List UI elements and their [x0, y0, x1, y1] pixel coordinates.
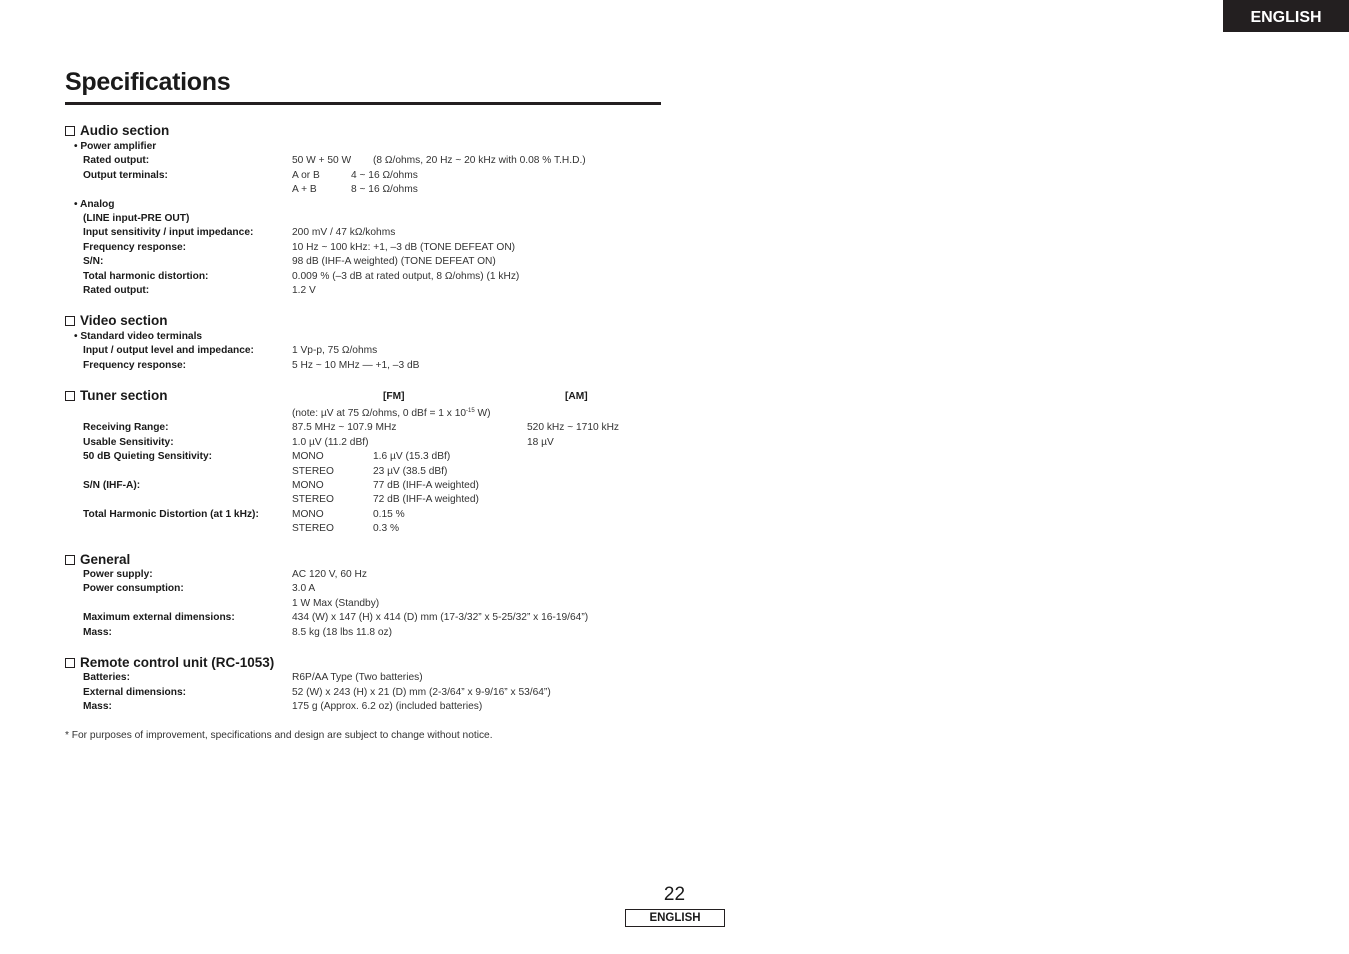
thd-label: Total Harmonic Distortion (at 1 kHz): — [83, 509, 259, 520]
spec-label: Frequency response: — [83, 242, 187, 253]
footnote: * For purposes of improvement, specifications and design are subject to change without notice. — [65, 730, 493, 741]
receiving-range-fm: 87.5 MHz ~ 107.9 MHz — [292, 422, 397, 433]
power-amplifier-subheading: • Power amplifier — [74, 141, 157, 152]
general-section-heading: General — [65, 552, 130, 567]
remote-section-heading: Remote control unit (RC-1053) — [65, 655, 274, 670]
usable-sensitivity-label: Usable Sensitivity: — [83, 437, 174, 448]
mode-value: 77 dB (IHF-A weighted) — [373, 480, 479, 491]
usable-sensitivity-am: 18 µV — [527, 437, 554, 448]
spec-label: Total harmonic distortion: — [83, 271, 209, 282]
spec-label: Maximum external dimensions: — [83, 612, 235, 623]
spec-value: R6P/AA Type (Two batteries) — [292, 672, 423, 683]
tuner-section-heading: Tuner section — [65, 388, 168, 403]
output-terminals-label: Output terminals: — [83, 170, 168, 181]
spec-value: 52 (W) x 243 (H) x 21 (D) mm (2-3/64” x 9-9/16” x 53/64”) — [292, 687, 551, 698]
page-title: Specifications — [65, 68, 231, 96]
am-column-header: [AM] — [565, 391, 588, 402]
audio-section-heading: Audio section — [65, 123, 169, 138]
terminal-name: A + B — [292, 184, 317, 195]
mode-value: 23 µV (38.5 dBf) — [373, 466, 448, 477]
spec-value: 434 (W) x 147 (H) x 414 (D) mm (17-3/32” x 5-25/32” x 16-19/64”) — [292, 612, 589, 623]
mode-value: 0.3 % — [373, 523, 400, 534]
mode-value: 1.6 µV (15.3 dBf) — [373, 451, 451, 462]
spec-value: 98 dB (IHF-A weighted) (TONE DEFEAT ON) — [292, 256, 496, 267]
spec-label: S/N: — [83, 256, 104, 267]
terminal-value: 8 ~ 16 Ω/ohms — [351, 184, 418, 195]
mode-value: 72 dB (IHF-A weighted) — [373, 494, 479, 505]
tuner-note: (note: µV at 75 Ω/ohms, 0 dBf = 1 x $10^{-15}$ W) — [292, 408, 491, 419]
spec-value: 3.0 A — [292, 583, 316, 594]
spec-value: 1.2 V — [292, 285, 316, 296]
spec-label: Mass: — [83, 627, 112, 638]
spec-value: 1 W Max (Standby) — [292, 598, 380, 609]
spec-value: 8.5 kg (18 lbs 11.8 oz) — [292, 627, 393, 638]
terminal-value: 4 ~ 16 Ω/ohms — [351, 170, 418, 181]
checkbox-bullet-icon — [65, 126, 75, 136]
spec-label: Input / output level and impedance: — [83, 345, 254, 356]
mode-label: STEREO — [292, 466, 334, 477]
mode-label: MONO — [292, 509, 324, 520]
spec-value: 175 g (Approx. 6.2 oz) (included batteries) — [292, 701, 483, 712]
usable-sensitivity-fm: 1.0 µV (11.2 dBf) — [292, 437, 369, 448]
spec-value: 5 Hz ~ 10 MHz — +1, –3 dB — [292, 360, 420, 371]
checkbox-bullet-icon — [65, 316, 75, 326]
spec-label: Rated output: — [83, 285, 150, 296]
bottom-language-tab: ENGLISH — [625, 909, 725, 927]
quieting-sensitivity-label: 50 dB Quieting Sensitivity: — [83, 451, 213, 462]
video-subheading: • Standard video terminals — [74, 331, 203, 342]
receiving-range-am: 520 kHz ~ 1710 kHz — [527, 422, 620, 433]
checkbox-bullet-icon — [65, 555, 75, 565]
video-section-heading: Video section — [65, 313, 168, 328]
spec-label: External dimensions: — [83, 687, 187, 698]
page-number: 22 — [663, 884, 686, 905]
rated-output-value: 50 W + 50 W — [292, 155, 352, 166]
spec-value: 0.009 % (–3 dB at rated output, 8 Ω/ohms) (1 kHz) — [292, 271, 520, 282]
rated-output-label: Rated output: — [83, 155, 150, 166]
spec-label: Frequency response: — [83, 360, 187, 371]
spec-label: Batteries: — [83, 672, 130, 683]
mode-label: STEREO — [292, 494, 334, 505]
spec-value: 1 Vp-p, 75 Ω/ohms — [292, 345, 378, 356]
spec-label: Mass: — [83, 701, 112, 712]
spec-value: 200 mV / 47 kΩ/kohms — [292, 227, 396, 238]
title-rule — [65, 102, 661, 105]
terminal-name: A or B — [292, 170, 320, 181]
spec-label: Input sensitivity / input impedance: — [83, 227, 254, 238]
analog-subheading-detail: (LINE input-PRE OUT) — [83, 213, 190, 224]
language-tab: ENGLISH — [1223, 0, 1349, 32]
mode-label: MONO — [292, 480, 324, 491]
receiving-range-label: Receiving Range: — [83, 422, 169, 433]
checkbox-bullet-icon — [65, 391, 75, 401]
analog-subheading: • Analog — [74, 199, 115, 210]
fm-column-header: [FM] — [383, 391, 405, 402]
sn-label: S/N (IHF-A): — [83, 480, 141, 491]
mode-value: 0.15 % — [373, 509, 405, 520]
checkbox-bullet-icon — [65, 658, 75, 668]
spec-value: AC 120 V, 60 Hz — [292, 569, 367, 580]
mode-label: MONO — [292, 451, 324, 462]
spec-value: 10 Hz ~ 100 kHz: +1, –3 dB (TONE DEFEAT ON) — [292, 242, 516, 253]
rated-output-condition: (8 Ω/ohms, 20 Hz ~ 20 kHz with 0.08 % T.H.D.) — [373, 155, 586, 166]
spec-label: Power supply: — [83, 569, 153, 580]
mode-label: STEREO — [292, 523, 334, 534]
spec-label: Power consumption: — [83, 583, 184, 594]
